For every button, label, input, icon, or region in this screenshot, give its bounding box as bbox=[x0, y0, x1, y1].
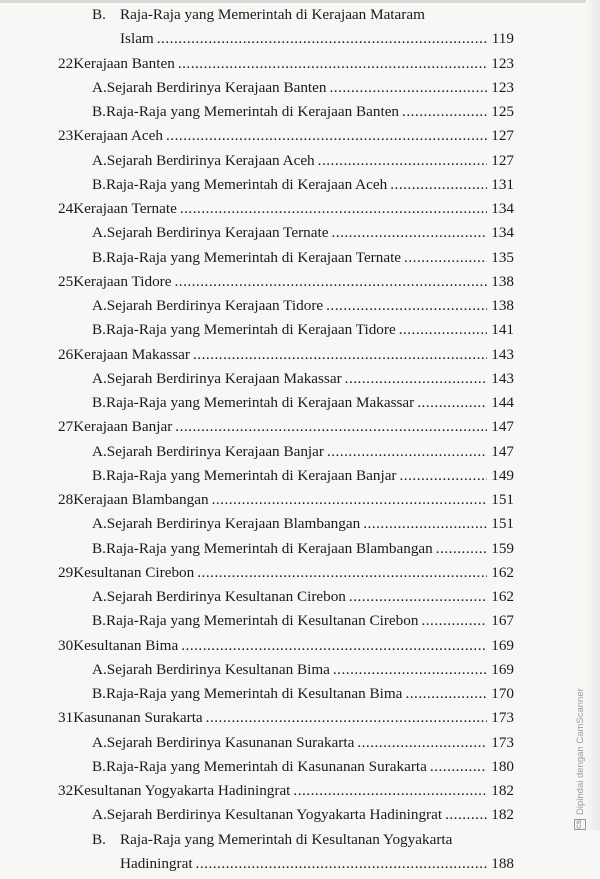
toc-entry-title: Raja-Raja yang Memerintah di Kerajaan Banten bbox=[105, 103, 400, 120]
toc-page-number: 143 bbox=[491, 345, 514, 363]
toc-entry-letter: A. bbox=[92, 515, 107, 533]
toc-entry-letter: B. bbox=[92, 466, 106, 484]
dot-leader bbox=[349, 588, 487, 606]
toc-page-number: 138 bbox=[491, 297, 514, 314]
toc-chapter-entry[interactable] bbox=[58, 273, 514, 297]
dot-leader bbox=[180, 200, 487, 218]
toc-page-number: 119 bbox=[491, 30, 514, 48]
toc-entry-letter: A. bbox=[92, 806, 107, 824]
toc-entry-title: Sejarah Berdirinya Kerajaan Banjar bbox=[106, 442, 324, 460]
toc-section-entry[interactable] bbox=[92, 515, 514, 539]
toc-entry-title-continuation: Hadiningrat bbox=[120, 854, 193, 872]
toc-chapter-entry[interactable] bbox=[58, 200, 514, 224]
toc-page-number: 144 bbox=[491, 394, 514, 411]
toc-chapter-entry[interactable] bbox=[58, 709, 514, 733]
toc-entry-title: Raja-Raja yang Memerintah di Kasunanan Surakarta bbox=[105, 757, 427, 775]
dot-leader bbox=[326, 297, 487, 315]
dot-leader bbox=[181, 637, 487, 655]
toc-page-number: 147 bbox=[491, 418, 514, 436]
toc-page-number: 123 bbox=[491, 54, 514, 72]
toc-section-entry[interactable] bbox=[92, 176, 514, 200]
toc-page-number: 127 bbox=[491, 151, 514, 169]
dot-leader bbox=[430, 758, 487, 776]
toc-page-number: 188 bbox=[491, 854, 514, 872]
toc-entry-title: Raja-Raja yang Memerintah di Kesultanan Cirebon bbox=[105, 612, 419, 630]
dot-leader bbox=[390, 176, 487, 194]
dot-leader bbox=[399, 321, 487, 339]
toc-entry-title: Kerajaan Aceh bbox=[73, 127, 163, 145]
dot-leader bbox=[400, 467, 488, 485]
toc-entry-line bbox=[92, 6, 425, 24]
toc-entry-title: Sejarah Berdirinya Kasunanan Surakarta bbox=[106, 733, 355, 751]
toc-page-number: 135 bbox=[491, 248, 514, 266]
toc-chapter-number: 22 bbox=[58, 54, 74, 72]
toc-page-number: 151 bbox=[491, 491, 514, 508]
dot-leader bbox=[196, 855, 487, 873]
toc-section-entry[interactable] bbox=[92, 297, 514, 321]
toc-section-entry[interactable] bbox=[92, 734, 514, 758]
toc-page-number: 143 bbox=[491, 369, 514, 387]
dot-leader bbox=[293, 782, 487, 800]
toc-section-entry[interactable] bbox=[92, 103, 514, 127]
toc-section-entry[interactable] bbox=[92, 249, 514, 273]
dot-leader bbox=[445, 806, 487, 824]
toc-entry-title: Sejarah Berdirinya Kerajaan Ternate bbox=[106, 224, 329, 242]
toc-entry-letter: A. bbox=[92, 78, 107, 96]
toc-page-number: 131 bbox=[491, 175, 514, 193]
toc-page-number: 173 bbox=[491, 733, 514, 751]
toc-chapter-entry[interactable] bbox=[58, 491, 514, 515]
toc-chapter-entry[interactable] bbox=[58, 127, 514, 151]
toc-section-entry[interactable] bbox=[92, 79, 514, 103]
dot-leader bbox=[405, 685, 487, 703]
toc-entry-letter: A. bbox=[92, 660, 107, 678]
toc-section-entry[interactable] bbox=[92, 467, 514, 491]
toc-chapter-number: 27 bbox=[58, 418, 74, 436]
toc-page-number: 182 bbox=[491, 806, 514, 824]
toc-entry-title: Raja-Raja yang Memerintah di Kesultanan Bima bbox=[105, 685, 403, 702]
toc-section-entry[interactable] bbox=[92, 152, 514, 176]
toc-entry-title: Kerajaan Banten bbox=[73, 54, 175, 72]
watermark-text: Dipindai dengan CamScanner bbox=[574, 688, 586, 815]
toc-entry-title: Sejarah Berdirinya Kerajaan Aceh bbox=[106, 151, 315, 169]
toc-entry-title: Raja-Raja yang Memerintah di Kerajaan Banjar bbox=[105, 466, 397, 484]
toc-entry-title: Kasunanan Surakarta bbox=[73, 709, 203, 727]
toc-entry-letter: B. bbox=[92, 248, 106, 266]
dot-leader bbox=[166, 127, 487, 145]
toc-entry-title: Kesultanan Yogyakarta Hadiningrat bbox=[73, 782, 291, 799]
toc-entry-letter: A. bbox=[92, 588, 107, 605]
dot-leader bbox=[157, 30, 487, 48]
toc-entry-title: Sejarah Berdirinya Kerajaan Makassar bbox=[106, 369, 342, 387]
toc-entry-letter: B. bbox=[92, 757, 106, 775]
toc-entry-title: Raja-Raja yang Memerintah di Kesultanan Yogyakarta bbox=[120, 830, 453, 848]
toc-page-number: 127 bbox=[491, 127, 514, 145]
toc-page-number: 141 bbox=[491, 321, 514, 339]
toc-entry-title: Sejarah Berdirinya Kerajaan Tidore bbox=[106, 297, 324, 314]
toc-entry-letter: A. bbox=[92, 442, 107, 460]
toc-chapter-entry[interactable] bbox=[58, 564, 514, 588]
toc-entry-letter: A. bbox=[92, 297, 107, 314]
toc-section-entry[interactable] bbox=[92, 685, 514, 709]
toc-entry-line bbox=[92, 831, 452, 849]
toc-page-number: 180 bbox=[491, 757, 514, 775]
toc-chapter-number: 28 bbox=[58, 491, 74, 508]
toc-entry-title: Sejarah Berdirinya Kerajaan Banten bbox=[106, 78, 327, 96]
dot-leader bbox=[421, 612, 487, 630]
toc-chapter-number: 26 bbox=[58, 345, 74, 363]
dot-leader bbox=[404, 249, 487, 267]
toc-entry-title: Kesultanan Cirebon bbox=[73, 563, 195, 581]
toc-section-entry[interactable] bbox=[92, 588, 514, 612]
dot-leader bbox=[212, 491, 487, 509]
toc-entry-letter: B. bbox=[92, 6, 106, 23]
toc-page-number: 123 bbox=[491, 78, 514, 96]
toc-section-entry[interactable] bbox=[92, 612, 514, 636]
toc-entry-letter: B. bbox=[92, 830, 106, 848]
toc-entry-title: Sejarah Berdirinya Kesultanan Bima bbox=[106, 660, 330, 678]
toc-page-number: 159 bbox=[491, 539, 514, 557]
toc-page-number: 169 bbox=[491, 660, 514, 678]
toc-entry-title-continuation: Islam bbox=[120, 30, 154, 48]
toc-page-number: 149 bbox=[491, 466, 514, 484]
dot-leader bbox=[175, 418, 487, 436]
toc-entry-letter: B. bbox=[92, 685, 106, 702]
toc-section-entry[interactable] bbox=[92, 806, 514, 830]
toc-chapter-entry[interactable] bbox=[58, 346, 514, 370]
toc-page-number: 134 bbox=[491, 224, 514, 242]
toc-chapter-number: 23 bbox=[58, 127, 74, 145]
toc-entry-letter: B. bbox=[92, 321, 106, 339]
toc-chapter-number: 31 bbox=[58, 709, 74, 727]
toc-entry-title: Raja-Raja yang Memerintah di Kerajaan Mataram bbox=[120, 6, 425, 23]
toc-chapter-number: 24 bbox=[58, 200, 74, 217]
toc-chapter-entry[interactable] bbox=[58, 55, 514, 79]
toc-entry-title: Kerajaan Tidore bbox=[73, 272, 172, 290]
dot-leader bbox=[363, 515, 487, 533]
dot-leader bbox=[331, 224, 487, 242]
toc-chapter-entry[interactable] bbox=[58, 637, 514, 661]
toc-entry-title: Kerajaan Ternate bbox=[73, 200, 177, 217]
toc-entry-letter: A. bbox=[92, 369, 107, 387]
toc-entry-letter: B. bbox=[92, 175, 106, 193]
toc-page-number: 182 bbox=[491, 782, 514, 799]
camscanner-icon: CS bbox=[574, 819, 586, 830]
toc-entry-letter: B. bbox=[92, 539, 106, 557]
toc-entry-letter: A. bbox=[92, 151, 107, 169]
toc-entry-title: Sejarah Berdirinya Kesultanan Cirebon bbox=[106, 588, 346, 605]
toc-page-number: 162 bbox=[491, 563, 514, 581]
dot-leader bbox=[436, 540, 487, 558]
toc-page-number: 134 bbox=[491, 200, 514, 217]
toc-entry-title: Raja-Raja yang Memerintah di Kerajaan Ternate bbox=[105, 248, 402, 266]
toc-entry-title: Kerajaan Blambangan bbox=[73, 491, 209, 508]
toc-entry-letter: B. bbox=[92, 612, 106, 630]
toc-entry-title: Raja-Raja yang Memerintah di Kerajaan Makassar bbox=[105, 394, 415, 411]
toc-page-number: 147 bbox=[491, 442, 514, 460]
toc-page-number: 125 bbox=[491, 103, 514, 120]
toc-section-entry[interactable] bbox=[92, 321, 514, 345]
toc-entry-letter: A. bbox=[92, 733, 107, 751]
page-edge bbox=[586, 0, 600, 830]
toc-chapter-entry[interactable] bbox=[58, 782, 514, 806]
toc-page-number: 170 bbox=[491, 685, 514, 702]
toc-chapter-number: 32 bbox=[58, 782, 74, 799]
toc-section-entry[interactable] bbox=[92, 443, 514, 467]
toc-chapter-number: 30 bbox=[58, 636, 74, 654]
dot-leader bbox=[402, 103, 487, 121]
page-top-shadow bbox=[0, 0, 600, 3]
toc-chapter-entry[interactable] bbox=[58, 418, 514, 442]
dot-leader bbox=[345, 370, 487, 388]
toc-entry-letter: A. bbox=[92, 224, 107, 242]
dot-leader bbox=[357, 734, 487, 752]
dot-leader bbox=[197, 564, 487, 582]
toc-entry-title: Raja-Raja yang Memerintah di Kerajaan Aceh bbox=[105, 175, 388, 193]
dot-leader bbox=[417, 394, 487, 412]
dot-leader bbox=[193, 346, 487, 364]
toc-chapter-number: 29 bbox=[58, 563, 74, 581]
toc-entry-continuation[interactable] bbox=[120, 855, 514, 879]
dot-leader bbox=[174, 273, 487, 291]
toc-entry-title: Raja-Raja yang Memerintah di Kerajaan Blambangan bbox=[105, 539, 433, 557]
toc-page-number: 162 bbox=[491, 588, 514, 605]
dot-leader bbox=[206, 709, 487, 727]
toc-entry-title: Kesultanan Bima bbox=[73, 636, 179, 654]
toc-entry-title: Raja-Raja yang Memerintah di Kerajaan Tidore bbox=[105, 321, 396, 339]
camscanner-watermark bbox=[572, 688, 588, 830]
toc-page-number: 173 bbox=[491, 709, 514, 727]
toc-entry-letter: B. bbox=[92, 103, 106, 120]
toc-section-entry[interactable] bbox=[92, 540, 514, 564]
toc-chapter-number: 25 bbox=[58, 272, 74, 290]
toc-section-entry[interactable] bbox=[92, 758, 514, 782]
toc-section-entry[interactable] bbox=[92, 661, 514, 685]
dot-leader bbox=[178, 55, 487, 73]
dot-leader bbox=[318, 152, 487, 170]
dot-leader bbox=[327, 443, 487, 461]
toc-entry-title: Kerajaan Banjar bbox=[73, 418, 173, 436]
toc-page-number: 151 bbox=[491, 515, 514, 533]
toc-entry-continuation[interactable] bbox=[120, 30, 514, 54]
toc-section-entry[interactable] bbox=[92, 224, 514, 248]
toc-entry-letter: B. bbox=[92, 394, 106, 411]
toc-entry-title: Kerajaan Makassar bbox=[73, 345, 190, 363]
toc-page-number: 138 bbox=[491, 272, 514, 290]
toc-entry-title: Sejarah Berdirinya Kesultanan Yogyakarta Hadiningrat bbox=[106, 806, 443, 824]
toc-page-number: 169 bbox=[491, 636, 514, 654]
dot-leader bbox=[333, 661, 487, 679]
toc-entry-title: Sejarah Berdirinya Kerajaan Blambangan bbox=[106, 515, 361, 533]
dot-leader bbox=[329, 79, 487, 97]
toc-section-entry[interactable] bbox=[92, 394, 514, 418]
toc-section-entry[interactable] bbox=[92, 370, 514, 394]
toc-page-number: 167 bbox=[491, 612, 514, 630]
